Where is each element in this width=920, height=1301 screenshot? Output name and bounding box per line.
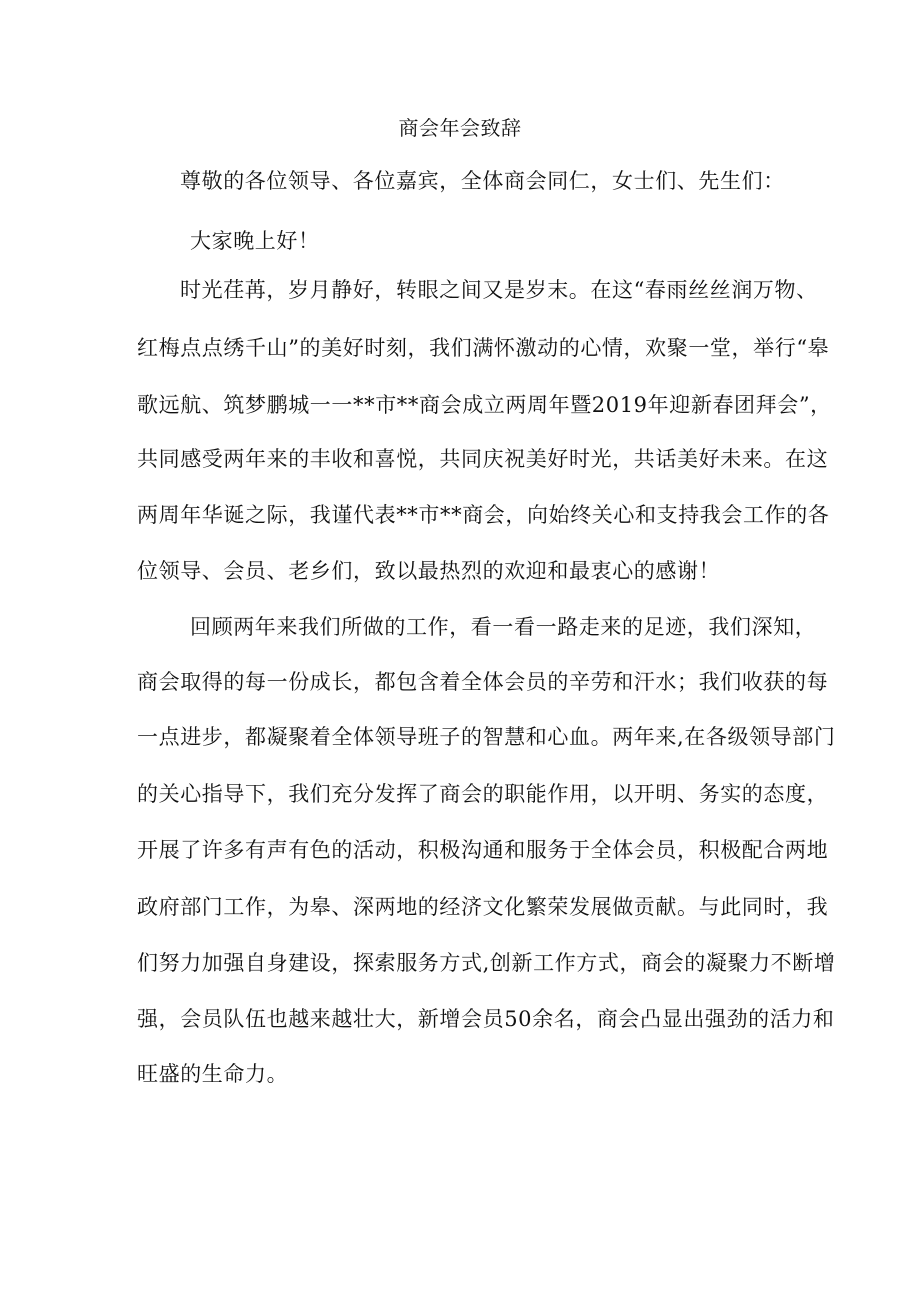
paragraph1-line3: 歌远航、筑梦鹏城一一**市**商会成立两周年暨2019年迎新春团拜会”， [137, 393, 832, 417]
paragraph2-line7: 们努力加强自身建设，探索服务方式,创新工作方式，商会的凝聚力不断增 [137, 951, 836, 975]
paragraph2-line6: 政府部门工作，为皋、深两地的经济文化繁荣发展做贡献。与此同时，我 [137, 895, 829, 919]
greeting: 大家晚上好！ [190, 229, 320, 253]
paragraph1-line2: 红梅点点绣千山”的美好时刻，我们满怀激动的心情，欢聚一堂，举行“皋 [137, 336, 830, 360]
document-title: 商会年会致辞 [398, 116, 522, 140]
paragraph1-line5: 两周年华诞之际，我谨代表**市**商会，向始终关心和支持我会工作的各 [137, 503, 830, 527]
paragraph2-line8: 强，会员队伍也越来越壮大，新增会员50余名，商会凸显出强劲的活力和 [137, 1007, 835, 1031]
paragraph2-line1: 回顾两年来我们所做的工作，看一看一路走来的足迹，我们深知， [190, 615, 817, 639]
paragraph2-line4: 的关心指导下，我们充分发挥了商会的职能作用，以开明、务实的态度， [137, 782, 829, 806]
paragraph2-line5: 开展了许多有声有色的活动，积极沟通和服务于全体会员，积极配合两地 [137, 838, 829, 862]
paragraph2-line3: 一点进步，都凝聚着全体领导班子的智慧和心血。两年来,在各级领导部门 [137, 725, 836, 749]
paragraph1-line1: 时光荏苒，岁月静好，转眼之间又是岁末。在这“春雨丝丝润万物、 [180, 278, 818, 302]
paragraph1-line6: 位领导、会员、老乡们，致以最热烈的欢迎和最衷心的感谢！ [137, 559, 721, 583]
paragraph2-line2: 商会取得的每一份成长，都包含着全体会员的辛劳和汗水；我们收获的每 [137, 670, 829, 694]
paragraph1-line4: 共同感受两年来的丰收和喜悦，共同庆祝美好时光，共话美好未来。在这 [137, 447, 829, 471]
salutation: 尊敬的各位领导、各位嘉宾，全体商会同仁，女士们、先生们： [180, 169, 785, 193]
paragraph2-line9: 旺盛的生命力。 [137, 1062, 289, 1086]
